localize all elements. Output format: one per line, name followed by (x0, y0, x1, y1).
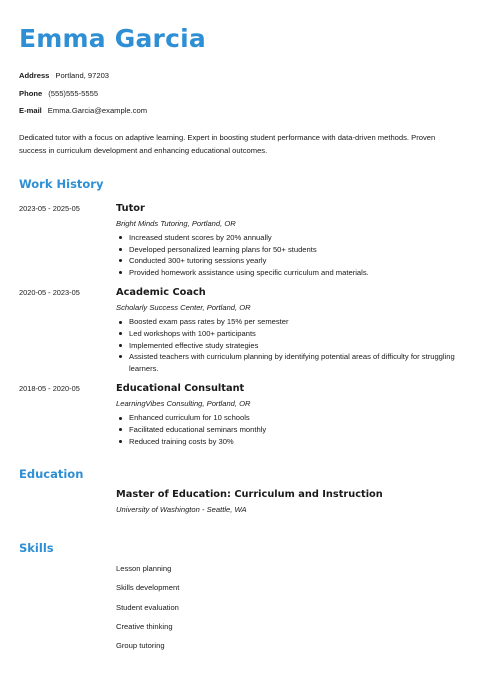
achievement-list (116, 316, 463, 374)
list-item: Enhanced curriculum for 10 schools (116, 412, 463, 424)
contact-email (19, 106, 463, 116)
professional-summary: Dedicated tutor with a focus on adaptive learning. Expert in boosting student performance with data-driven methods. Proven success in curriculum development and enhancing educational outcomes. (19, 133, 436, 155)
work-entry (19, 383, 463, 447)
entry-body (116, 383, 463, 447)
contact-value: (555)555-5555 (48, 88, 99, 98)
company-name: Scholarly Success Center, Portland, OR (116, 303, 251, 313)
list-item: Conducted 300+ tutoring sessions yearly (116, 255, 463, 267)
skill-item: Skills development (116, 583, 180, 593)
skills-section (19, 541, 463, 651)
entry-dates: 2018-05 - 2020-05 (19, 384, 80, 394)
education-entry (19, 489, 463, 515)
job-title: Educational Consultant (116, 383, 245, 395)
entry-body (116, 489, 463, 515)
candidate-name: Emma Garcia (19, 24, 206, 53)
entry-dates: 2020-05 - 2023-05 (19, 288, 80, 298)
section-title: Education (19, 467, 84, 482)
school-name: University of Washington - Seattle, WA (116, 505, 247, 515)
list-item: Led workshops with 100+ participants (116, 328, 463, 340)
entry-dates (19, 489, 116, 515)
achievement-list (116, 412, 463, 447)
skill-item: Lesson planning (116, 564, 172, 574)
work-entry (19, 203, 463, 278)
company-name: Bright Minds Tutoring, Portland, OR (116, 219, 236, 228)
list-item: Developed personalized learning plans for 50+ students (116, 244, 463, 256)
entry-body (116, 287, 463, 374)
contact-label: Address (19, 71, 50, 80)
entry-dates: 2023-05 - 2025-05 (19, 204, 80, 213)
company-name: LearningVibes Consulting, Portland, OR (116, 399, 251, 409)
list-item: Reduced training costs by 30% (116, 436, 463, 448)
skill-item: Group tutoring (116, 640, 165, 650)
job-title: Academic Coach (116, 287, 206, 299)
contact-label: E-mail (19, 106, 42, 115)
work-entry (19, 287, 463, 374)
list-item: Facilitated educational seminars monthly (116, 424, 463, 436)
contact-info (19, 71, 463, 116)
section-title: Work History (19, 177, 104, 191)
degree-title: Master of Education: Curriculum and Instruction (116, 489, 383, 501)
list-item: Increased student scores by 20% annually (116, 232, 463, 244)
education-section (19, 467, 463, 515)
list-item: Implemented effective study strategies (116, 340, 463, 352)
list-item: Provided homework assistance using specific curriculum and materials. (116, 267, 463, 279)
list-item: Assisted teachers with curriculum planning by identifying potential areas of difficulty for struggling learners. (116, 351, 463, 374)
contact-value: Portland, 97203 (55, 71, 110, 80)
list-item: Boosted exam pass rates by 15% per semester (116, 316, 463, 328)
achievement-list (116, 232, 463, 278)
contact-label: Phone (19, 88, 43, 98)
skill-item: Creative thinking (116, 621, 173, 631)
contact-address (19, 71, 463, 81)
skill-item: Student evaluation (116, 602, 179, 612)
skills-list (116, 564, 463, 651)
contact-value: Emma.Garcia@example.com (47, 106, 148, 115)
contact-phone (19, 89, 463, 99)
section-title: Skills (19, 541, 54, 556)
entry-body (116, 203, 463, 278)
work-history-section (19, 177, 463, 447)
job-title: Tutor (116, 203, 145, 214)
